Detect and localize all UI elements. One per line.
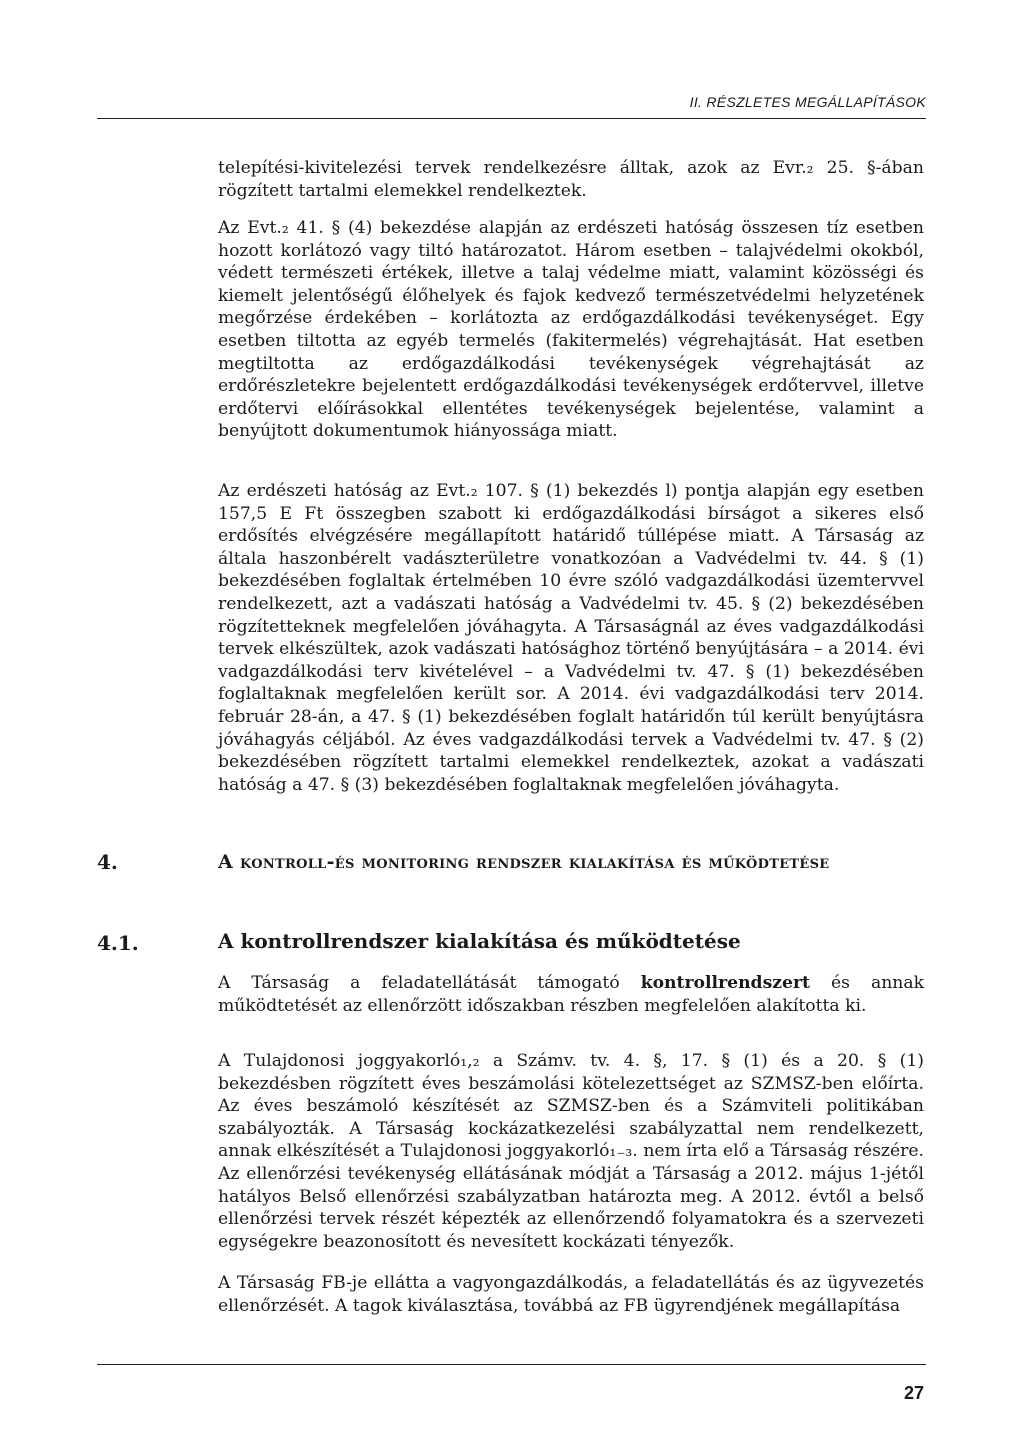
paragraph-telepitesi: telepítési-kivitelezési tervek rendelkezésre álltak, azok az Evr.₂ 25. §-ában rögzített tartalmi elemekkel rendelkeztek. xyxy=(218,158,924,201)
section-number-4-1: 4.1. xyxy=(97,931,139,955)
paragraph-korlatozo-hatarozat: Az Evt.₂ 41. § (4) bekezdése alapján az erdészeti hatóság összesen tíz esetben hozott korlátozó vagy tiltó határozatot. Három esetben – talajvédelmi okokból, védett természeti értékek, illetve a talaj védelme miatt, valamint közösségi és kiemelt jelentőségű élőhelyek és fajok kedvező természetvédelmi helyzetének megőrzése érdekében – korlátozta az erdőgazdálkodási tevékenységet. Egy esetben tiltotta az egyéb termelés (fakitermelés) végrehajtását. Hat esetben megtiltotta az erdőgazdálkodási tevékenységek végrehajtását az erdőrészletekre bejelentett erdőgazdálkodási tevékenységek erdőtervvel, illetve erdőtervi előírásokkal ellentétes tevékenységek bejelentése, valamint a benyújtott dokumentumok hiányossága miatt. xyxy=(218,218,924,442)
section-title-4: A kontroll-és monitoring rendszer kialakítása és működtetése xyxy=(218,851,830,873)
running-title: II. RÉSZLETES MEGÁLLAPÍTÁSOK xyxy=(689,94,926,110)
page-number: 27 xyxy=(903,1383,924,1403)
paragraph-fb-ellenorzes: A Társaság FB-je ellátta a vagyongazdálkodás, a feladatellátás és az ügyvezetés ellenőrzését. A tagok kiválasztása, továbbá az FB ügyrendjének megállapítása xyxy=(218,1273,924,1316)
section-number-4: 4. xyxy=(97,850,118,874)
header-rule xyxy=(97,118,926,119)
section-title-4-1: A kontrollrendszer kialakítása és működtetése xyxy=(218,929,741,953)
footer-rule xyxy=(97,1364,926,1365)
paragraph-kontrollrendszer-end: és annak működtetését az ellenőrzött időszakban részben megfelelően alakította ki. xyxy=(218,973,925,1016)
paragraph-kontrollrendszer xyxy=(218,972,924,1017)
paragraph-tulajdonosi-joggyakorlo: A Tulajdonosi joggyakorló₁,₂ a Számv. tv. 4. §, 17. § (1) és a 20. § (1) bekezdésben rögzített éves beszámolási kötelezettséget az SZMSZ-ben előírta. Az éves beszámoló készítését az SZMSZ-ben és a Számviteli politikában szabályozták. A Társaság kockázatkezelési szabályzattal nem rendelkezett, annak elkészítését a Tulajdonosi joggyakorló₁₋₃. nem írta elő a Társaság részére. Az ellenőrzési tevékenység ellátásának módját a Társaság a 2012. május 1-jétől hatályos Belső ellenőrzési szabályzatban határozta meg. A 2012. évtől a belső ellenőrzési tervek részét képezték az ellenőrzendő folyamatokra és a szervezeti egységekre beazonosított és nevesített kockázati tényezők. xyxy=(218,1051,924,1252)
paragraph-kontrollrendszer-start: A Társaság a feladatellátását támogató xyxy=(218,973,641,993)
paragraph-kontrollrendszer-bold: kontrollrendszert xyxy=(640,973,810,993)
paragraph-erdogazdalkodasi-birsag: Az erdészeti hatóság az Evt.₂ 107. § (1) bekezdés l) pontja alapján egy esetben 157,5 E Ft összegben szabott ki erdőgazdálkodási bírságot a sikeres első erdősítés elvégzésére megállapított határidő túllépése miatt. A Társaság az általa haszonbérelt vadászterületre vonatkozóan a Vadvédelmi tv. 44. § (1) bekezdésében foglaltak értelmében 10 évre szóló vadgazdálkodási üzemtervvel rendelkezett, azt a vadászati hatóság a Vadvédelmi tv. 45. § (2) bekezdésében rögzítetteknek megfelelően jóváhagyta. A Társaságnál az éves vadgazdálkodási tervek elkészültek, azok vadászati hatósághoz történő benyújtására – a 2014. évi vadgazdálkodási terv kivételével – a Vadvédelmi tv. 47. § (1) bekezdésében foglaltaknak megfelelően került sor. A 2014. évi vadgazdálkodási terv 2014. február 28-án, a 47. § (1) bekezdésében foglalt határidőn túl került benyújtásra jóváhagyás céljából. Az éves vadgazdálkodási tervek a Vadvédelmi tv. 47. § (2) bekezdésében rögzített tartalmi elemekkel rendelkeztek, azokat a vadászati hatóság a 47. § (3) bekezdésében foglaltaknak megfelelően jóváhagyta. xyxy=(218,481,924,795)
